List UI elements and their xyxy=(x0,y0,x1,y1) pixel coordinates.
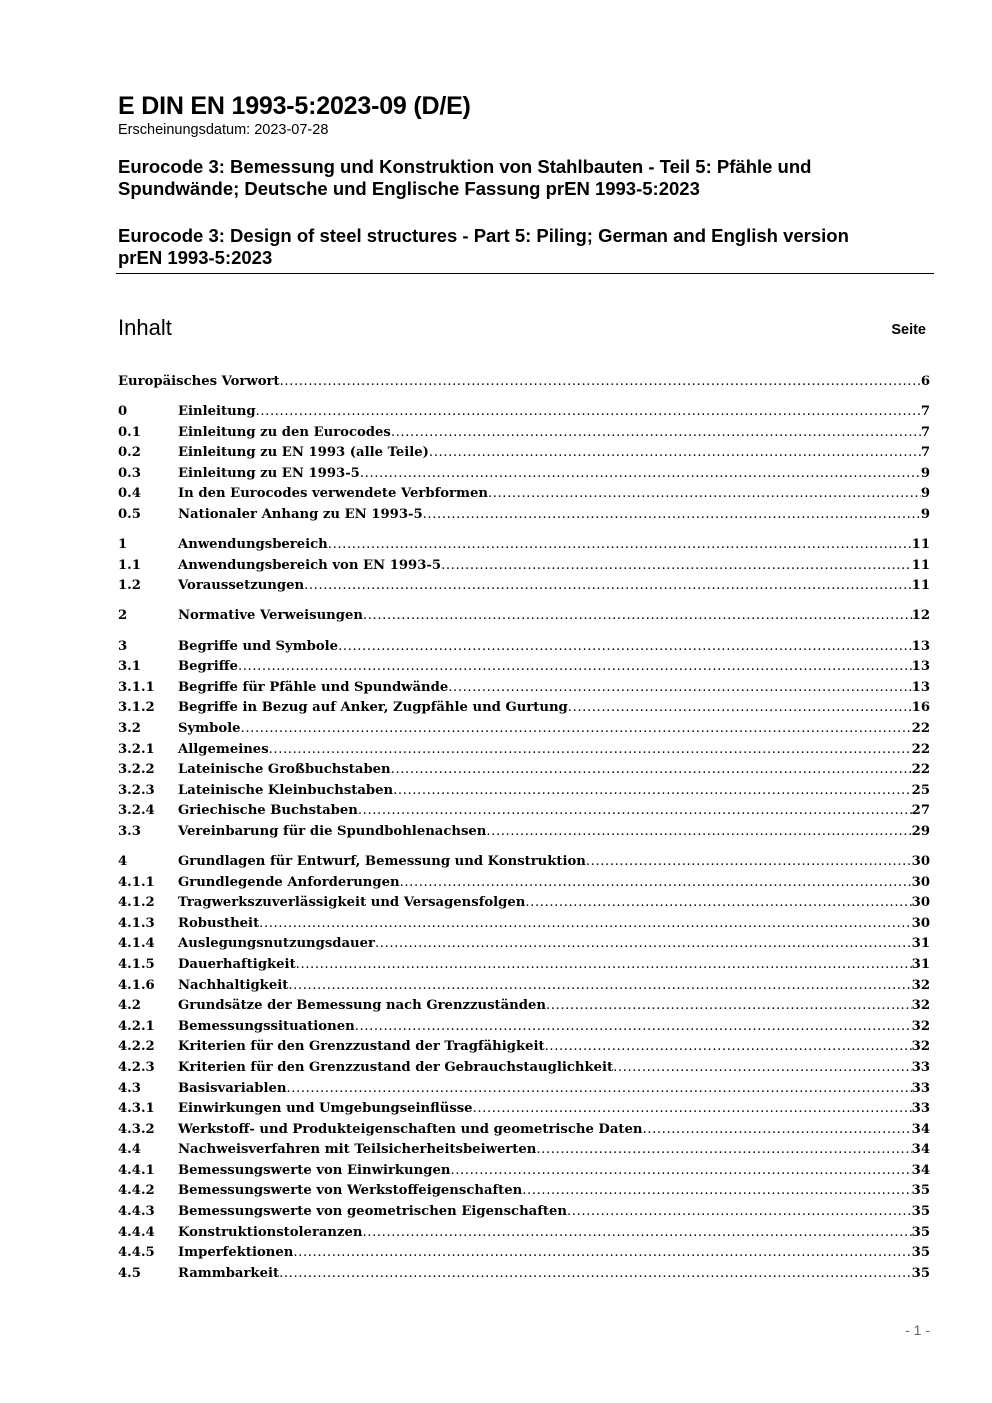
toc-entry-number: 3.1.1 xyxy=(118,679,155,695)
toc-entry-title: Grundlagen für Entwurf, Bemessung und Konstruktion xyxy=(178,853,586,869)
toc-entry-page: 34 xyxy=(911,1142,930,1158)
dot-leader xyxy=(288,976,911,997)
dot-leader xyxy=(473,1099,912,1120)
toc-entry-page: 31 xyxy=(911,956,930,972)
toc-entry-number: 4.3.2 xyxy=(118,1121,155,1137)
toc-entry[interactable] xyxy=(118,423,930,444)
toc-entry-number: 4.3.1 xyxy=(118,1101,155,1117)
toc-entry-title: Begriffe für Pfähle und Spundwände xyxy=(178,679,449,695)
toc-entry-number: 1.1 xyxy=(118,557,141,573)
toc-entry-title: Rammbarkeit xyxy=(178,1265,280,1281)
dot-leader xyxy=(393,781,912,802)
toc-entry[interactable] xyxy=(118,852,930,873)
toc-entry-number: 1 xyxy=(118,537,128,553)
toc-entry-number: 4.1.6 xyxy=(118,977,155,993)
toc-entry[interactable] xyxy=(118,1243,930,1264)
dot-leader xyxy=(363,606,912,627)
dot-leader xyxy=(296,955,912,976)
toc-entry-number: 4.4 xyxy=(118,1142,141,1158)
dot-leader xyxy=(338,637,912,658)
toc-entry-title: Bemessungswerte von Einwirkungen xyxy=(178,1162,451,1178)
toc-entry-number: 4.2.3 xyxy=(118,1059,155,1075)
toc-entry-page: 27 xyxy=(911,803,930,819)
toc-entry[interactable] xyxy=(118,822,930,843)
toc-entry-page: 30 xyxy=(911,853,930,869)
title-german xyxy=(118,156,933,200)
toc-entry[interactable] xyxy=(118,1181,930,1202)
toc-entry-number: 0.2 xyxy=(118,445,141,461)
toc-entry-number: 0.4 xyxy=(118,486,141,502)
toc-entry[interactable] xyxy=(118,873,930,894)
dot-leader xyxy=(358,801,912,822)
toc-entry-number: 0.1 xyxy=(118,424,141,440)
toc-entry-page: 35 xyxy=(911,1265,930,1281)
toc-entry-title: Lateinische Großbuchstaben xyxy=(178,762,391,778)
toc-entry-page: 35 xyxy=(911,1204,930,1220)
toc-entry-title: Normative Verweisungen xyxy=(178,608,363,624)
toc-entry-page: 13 xyxy=(911,679,930,695)
toc-entry-page: 32 xyxy=(911,977,930,993)
toc-entry[interactable] xyxy=(118,556,930,577)
toc-entry-page: 30 xyxy=(911,895,930,911)
dot-leader xyxy=(567,1202,912,1223)
toc-entry-title: Anwendungsbereich xyxy=(178,537,328,553)
toc-entry-page: 35 xyxy=(911,1183,930,1199)
toc-entry-page: 34 xyxy=(911,1121,930,1137)
toc-entry-number: 4.4.2 xyxy=(118,1183,155,1199)
toc-entry-number: 3.1.2 xyxy=(118,700,155,716)
toc-entry-page: 33 xyxy=(911,1080,930,1096)
dot-leader xyxy=(328,535,912,556)
page-number: - 1 - xyxy=(905,1322,930,1338)
dot-leader xyxy=(256,402,921,423)
dot-leader xyxy=(391,760,912,781)
toc-entry-title: Grundlegende Anforderungen xyxy=(178,874,400,890)
dot-leader xyxy=(613,1058,912,1079)
toc-entry[interactable] xyxy=(118,1161,930,1182)
dot-leader xyxy=(363,1223,912,1244)
toc-entry-number: 0.3 xyxy=(118,465,141,481)
toc-entry-page: 35 xyxy=(911,1224,930,1240)
dot-leader xyxy=(522,1181,911,1202)
toc-entry-page: 33 xyxy=(911,1059,930,1075)
toc-entry[interactable] xyxy=(118,657,930,678)
toc-entry-title: Nationaler Anhang zu EN 1993-5 xyxy=(178,507,423,523)
toc-entry-page: 6 xyxy=(920,374,930,389)
toc-entry-title: Voraussetzungen xyxy=(178,578,305,594)
toc-entry-title: Einleitung zu den Eurocodes xyxy=(178,424,391,440)
toc-entry-title: Einleitung zu EN 1993 (alle Teile) xyxy=(178,445,429,461)
dot-leader xyxy=(488,484,921,505)
toc-entry-number: 1.2 xyxy=(118,578,141,594)
toc-entry[interactable] xyxy=(118,443,930,464)
toc-entry-page: 35 xyxy=(911,1245,930,1261)
toc-entry-number: 4.1.1 xyxy=(118,874,155,890)
toc-entry-number: 3.3 xyxy=(118,823,141,839)
toc-entry-page: 9 xyxy=(920,465,930,481)
toc-entry-title: Nachweisverfahren mit Teilsicherheitsbeiwerten xyxy=(178,1142,537,1158)
toc-entry-page: 9 xyxy=(920,486,930,502)
toc-entry-page: 22 xyxy=(911,762,930,778)
toc-entry-title: Tragwerkszuverlässigkeit und Versagensfolgen xyxy=(178,895,526,911)
dot-leader xyxy=(546,996,912,1017)
toc-entry[interactable] xyxy=(118,637,930,658)
toc-entry-title: Bemessungswerte von geometrischen Eigenschaften xyxy=(178,1204,567,1220)
toc-entry-page: 11 xyxy=(911,578,930,594)
toc-entry[interactable] xyxy=(118,976,930,997)
toc-entry-title: Einleitung zu EN 1993-5 xyxy=(178,465,360,481)
toc-entry-title: Basisvariablen xyxy=(178,1080,287,1096)
dot-leader xyxy=(293,1243,911,1264)
dot-leader xyxy=(286,1079,911,1100)
toc-entry-number: 4.2 xyxy=(118,998,141,1014)
toc-entry[interactable] xyxy=(118,1140,930,1161)
toc-entry-number: 4.4.5 xyxy=(118,1245,155,1261)
toc-entry-number: 3.2.3 xyxy=(118,782,155,798)
toc-entry-page: 11 xyxy=(911,537,930,553)
toc-entry-title: In den Eurocodes verwendete Verbformen xyxy=(178,486,488,502)
toc-entry-page: 13 xyxy=(911,659,930,675)
toc-entry[interactable] xyxy=(118,1058,930,1079)
toc-entry-number: 4.1.3 xyxy=(118,915,155,931)
document-id: E DIN EN 1993-5:2023-09 (D/E) xyxy=(118,92,471,120)
title-german-line-1: Eurocode 3: Bemessung und Konstruktion von Stahlbauten - Teil 5: Pfähle und xyxy=(118,156,812,177)
toc-entry[interactable] xyxy=(118,1017,930,1038)
toc-entry-title: Konstruktionstoleranzen xyxy=(178,1224,363,1240)
toc-entry-page: 29 xyxy=(911,823,930,839)
toc-entry-title: Bemessungswerte von Werkstoffeigenschaften xyxy=(178,1183,523,1199)
toc-entry-title: Imperfektionen xyxy=(178,1245,294,1261)
dot-leader xyxy=(269,740,912,761)
toc-entry-number: 3 xyxy=(118,638,128,654)
toc-entry-number: 4.2.1 xyxy=(118,1018,155,1034)
toc-entry-title: Einwirkungen und Umgebungseinflüsse xyxy=(178,1101,473,1117)
dot-leader xyxy=(450,1161,911,1182)
toc-entry-number: 3.2.2 xyxy=(118,762,155,778)
toc-entry-page: 7 xyxy=(920,445,930,461)
dot-leader xyxy=(304,576,912,597)
toc-entry[interactable] xyxy=(118,914,930,935)
toc-entry[interactable] xyxy=(118,996,930,1017)
toc-entry-page: 25 xyxy=(911,782,930,798)
toc-entry[interactable] xyxy=(118,1223,930,1244)
dot-leader xyxy=(360,464,921,485)
dot-leader xyxy=(545,1037,912,1058)
toc-entry-title: Begriffe in Bezug auf Anker, Zugpfähle und Gurtung xyxy=(178,700,568,716)
title-english-line-1: Eurocode 3: Design of steel structures - Part 5: Piling; German and English version xyxy=(118,225,849,246)
dot-leader xyxy=(568,698,912,719)
toc-entry[interactable] xyxy=(118,402,930,423)
toc-entry-number: 3.1 xyxy=(118,659,141,675)
toc-entry-number: 4 xyxy=(118,853,128,869)
toc-entry-title: Robustheit xyxy=(178,915,260,931)
toc-entry-title: Begriffe und Symbole xyxy=(178,638,339,654)
toc-entry-title: Allgemeines xyxy=(178,741,269,757)
toc-entry[interactable] xyxy=(118,955,930,976)
toc-entry-page: 16 xyxy=(911,700,930,716)
toc-entry-number: 3.2.4 xyxy=(118,803,155,819)
toc-entry[interactable] xyxy=(118,576,930,597)
toc-entry-page: 12 xyxy=(911,608,930,624)
toc-entry[interactable] xyxy=(118,1037,930,1058)
toc-entry-title: Lateinische Kleinbuchstaben xyxy=(178,782,394,798)
dot-leader xyxy=(525,893,911,914)
toc-entry[interactable] xyxy=(118,719,930,740)
title-english-line-2: prEN 1993-5:2023 xyxy=(118,247,273,268)
toc-entry[interactable] xyxy=(118,801,930,822)
toc-entry[interactable] xyxy=(118,464,930,485)
toc-entry[interactable] xyxy=(118,535,930,556)
toc-entry-page: 30 xyxy=(911,915,930,931)
document-header xyxy=(118,92,933,269)
dot-leader xyxy=(486,822,911,843)
toc-entry-page: 13 xyxy=(911,638,930,654)
toc-entry-page: 31 xyxy=(911,936,930,952)
toc-entry-page: 34 xyxy=(911,1162,930,1178)
dot-leader xyxy=(441,556,912,577)
toc-entry[interactable] xyxy=(118,484,930,505)
toc-heading-row xyxy=(118,314,926,342)
dot-leader xyxy=(375,934,912,955)
toc-entry[interactable] xyxy=(118,678,930,699)
dot-leader xyxy=(536,1140,911,1161)
toc-entry-page: 32 xyxy=(911,1039,930,1055)
toc-entry-page: 32 xyxy=(911,998,930,1014)
table-of-contents xyxy=(118,372,930,1284)
toc-heading: Inhalt xyxy=(118,315,172,340)
toc-entry-title: Symbole xyxy=(178,720,241,736)
toc-entry[interactable] xyxy=(118,760,930,781)
publication-date: Erscheinungsdatum: 2023-07-28 xyxy=(118,122,329,138)
toc-entry-title: Kriterien für den Grenzzustand der Gebrauchstauglichkeit xyxy=(178,1059,614,1075)
toc-entry-page: 7 xyxy=(920,424,930,440)
toc-entry-title: Vereinbarung für die Spundbohlenachsen xyxy=(178,823,487,839)
toc-entry-title: Begriffe xyxy=(178,659,238,675)
dot-leader xyxy=(642,1120,911,1141)
toc-entry-page: 11 xyxy=(911,557,930,573)
toc-entry-page: 30 xyxy=(911,874,930,890)
toc-entry-number: 4.4.4 xyxy=(118,1224,155,1240)
toc-entry-number: 4.4.1 xyxy=(118,1162,155,1178)
toc-entry-number: 4.4.3 xyxy=(118,1204,155,1220)
toc-entry[interactable] xyxy=(118,698,930,719)
toc-entry-number: 4.3 xyxy=(118,1080,141,1096)
toc-entry-page: 22 xyxy=(911,741,930,757)
toc-entry-title: Einleitung xyxy=(178,404,256,420)
toc-entry-title: Griechische Buchstaben xyxy=(178,803,358,819)
toc-entry-number: 3.2.1 xyxy=(118,741,155,757)
toc-entry-number: 4.2.2 xyxy=(118,1039,155,1055)
page-column-label: Seite xyxy=(891,322,926,338)
toc-entry-title: Europäisches Vorwort xyxy=(118,374,280,389)
title-german-line-2: Spundwände; Deutsche und Englische Fassung prEN 1993-5:2023 xyxy=(118,178,700,199)
toc-entry-number: 0 xyxy=(118,404,128,420)
toc-entry[interactable] xyxy=(118,893,930,914)
toc-entry[interactable] xyxy=(118,1120,930,1141)
toc-entry-page: 33 xyxy=(911,1101,930,1117)
toc-entry-number: 4.1.5 xyxy=(118,956,155,972)
title-english xyxy=(118,225,933,269)
toc-entry-title: Grundsätze der Bemessung nach Grenzzuständen xyxy=(178,998,546,1014)
toc-entry[interactable] xyxy=(118,1264,930,1285)
toc-entry-number: 3.2 xyxy=(118,720,141,736)
toc-entry[interactable] xyxy=(118,505,930,526)
toc-entry-page: 9 xyxy=(920,507,930,523)
toc-entry[interactable] xyxy=(118,606,930,627)
toc-entry-page: 7 xyxy=(920,404,930,420)
toc-entry[interactable] xyxy=(118,1099,930,1120)
toc-entry[interactable] xyxy=(118,740,930,761)
toc-entry-title: Dauerhaftigkeit xyxy=(178,956,296,972)
toc-entry[interactable] xyxy=(118,372,930,393)
dot-leader xyxy=(238,657,912,678)
toc-entry[interactable] xyxy=(118,781,930,802)
toc-entry-title: Kriterien für den Grenzzustand der Tragfähigkeit xyxy=(178,1039,545,1055)
dot-leader xyxy=(400,873,912,894)
toc-entry-number: 4.1.4 xyxy=(118,936,155,952)
toc-entry[interactable] xyxy=(118,1202,930,1223)
toc-entry-page: 32 xyxy=(911,1018,930,1034)
toc-entry-title: Auslegungsnutzungsdauer xyxy=(178,936,375,952)
toc-entry-number: 2 xyxy=(118,608,128,624)
header-divider xyxy=(116,273,934,274)
toc-entry-title: Nachhaltigkeit xyxy=(178,977,289,993)
toc-entry[interactable] xyxy=(118,934,930,955)
toc-entry-number: 4.1.2 xyxy=(118,895,155,911)
toc-entry[interactable] xyxy=(118,1079,930,1100)
dot-leader xyxy=(586,852,912,873)
toc-entry-number: 4.5 xyxy=(118,1265,141,1281)
dot-leader xyxy=(448,678,911,699)
toc-entry-title: Anwendungsbereich von EN 1993-5 xyxy=(178,557,442,573)
dot-leader xyxy=(280,372,921,393)
dot-leader xyxy=(259,914,911,935)
dot-leader xyxy=(429,443,921,464)
dot-leader xyxy=(241,719,912,740)
dot-leader xyxy=(391,423,921,444)
dot-leader xyxy=(355,1017,912,1038)
toc-entry-title: Werkstoff- und Produkteigenschaften und geometrische Daten xyxy=(178,1121,643,1137)
dot-leader xyxy=(279,1264,912,1285)
toc-entry-number: 0.5 xyxy=(118,507,141,523)
toc-entry-page: 22 xyxy=(911,720,930,736)
toc-entry-title: Bemessungssituationen xyxy=(178,1018,355,1034)
dot-leader xyxy=(423,505,921,526)
